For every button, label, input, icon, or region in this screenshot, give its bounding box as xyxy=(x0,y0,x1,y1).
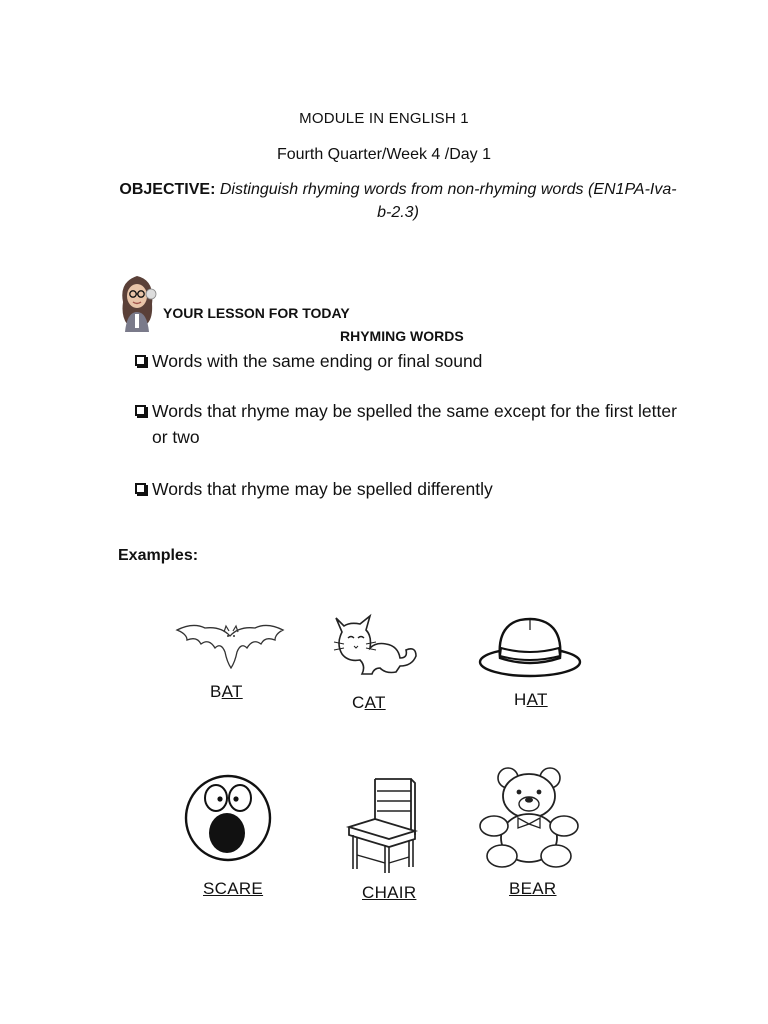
checkbox-bullet-icon xyxy=(135,355,146,366)
example-word-chair: CHAIR xyxy=(362,883,417,902)
example-word-bat xyxy=(210,682,243,702)
word-ending: AT xyxy=(526,690,548,709)
lesson-topic: RHYMING WORDS xyxy=(340,328,464,344)
lesson-bullet xyxy=(135,398,695,450)
bullet-text: Words that rhyme may be spelled differently xyxy=(152,479,493,499)
teddy-bear-icon xyxy=(478,762,580,870)
chair-icon xyxy=(345,775,420,875)
checkbox-bullet-icon xyxy=(135,405,146,416)
word-prefix: C xyxy=(352,693,365,712)
hat-icon xyxy=(475,614,585,682)
lesson-heading: YOUR LESSON FOR TODAY xyxy=(163,305,350,321)
example-word-hat xyxy=(514,690,548,710)
bat-icon xyxy=(175,618,285,670)
examples-label: Examples: xyxy=(118,547,199,564)
bullet-text: Words with the same ending or final sound xyxy=(152,351,483,371)
example-word-bear: BEAR xyxy=(509,879,557,898)
word-ending: AT xyxy=(221,682,243,701)
checkbox-bullet-icon xyxy=(135,483,146,494)
teacher-avatar-icon xyxy=(117,272,157,332)
quarter-week-day: Fourth Quarter/Week 4 /Day 1 xyxy=(276,146,491,163)
example-word-cat xyxy=(352,693,386,713)
bullet-text: Words that rhyme may be spelled the same except for the first letter or two xyxy=(152,401,677,447)
objective-text: Distinguish rhyming words from non-rhyming words (EN1PA-Iva-b-2.3) xyxy=(219,181,677,221)
word-prefix: H xyxy=(514,690,527,709)
word-prefix: B xyxy=(210,682,222,701)
lesson-bullet xyxy=(135,348,695,374)
lesson-bullet xyxy=(135,476,695,502)
objective-label: OBJECTIVE: xyxy=(119,181,216,198)
scared-face-icon xyxy=(183,770,273,865)
cat-icon xyxy=(326,610,421,680)
objective xyxy=(118,178,678,224)
word-ending: AT xyxy=(364,693,386,712)
module-title: MODULE IN ENGLISH 1 xyxy=(299,110,469,127)
example-word-scare: SCARE xyxy=(203,879,264,898)
